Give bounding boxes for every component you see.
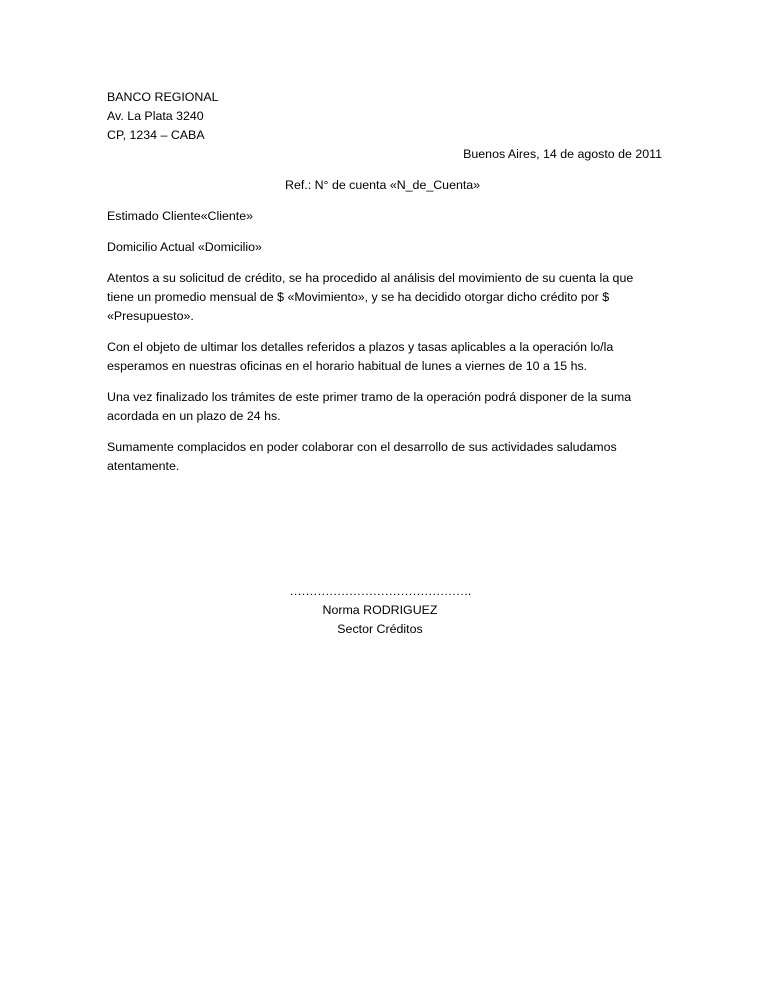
- signer-name: Norma RODRIGUEZ: [322, 603, 438, 617]
- signature-line: ……………………………………….: [289, 584, 471, 598]
- sender-block: [107, 88, 662, 145]
- signature-block: [280, 582, 480, 639]
- paragraph-availability: Una vez finalizado los trámites de este primer tramo de la operación podrá disponer de la suma acordada en un plazo de 24 hs.: [107, 390, 632, 423]
- signer-role: Sector Créditos: [337, 622, 423, 636]
- recipient-address: Domicilio Actual «Domicilio»: [107, 240, 262, 254]
- sender-name: BANCO REGIONAL: [107, 90, 219, 104]
- paragraph-credit-approval: Atentos a su solicitud de crédito, se ha procedido al análisis del movimiento de su cuenta la que tiene un promedio mensual de $ «Movimiento», y se ha decidido otorgar dicho crédito por $ «Presupuesto».: [107, 271, 634, 323]
- sender-street: Av. La Plata 3240: [107, 109, 204, 123]
- sender-city: CP, 1234 – CABA: [107, 128, 205, 142]
- paragraph-office-hours: Con el objeto de ultimar los detalles referidos a plazos y tasas aplicables a la operación lo/la esperamos en nuestras oficinas en el horario habitual de lunes a viernes de 10 a 15 hs.: [107, 340, 614, 373]
- paragraph-closing: Sumamente complacidos en poder colaborar con el desarrollo de sus actividades saludamos atentamente.: [107, 440, 617, 473]
- letter-date: Buenos Aires, 14 de agosto de 2011: [463, 147, 662, 161]
- salutation: Estimado Cliente«Cliente»: [107, 209, 254, 223]
- letter-body: [107, 88, 662, 476]
- reference-line: Ref.: N° de cuenta «N_de_Cuenta»: [285, 178, 481, 192]
